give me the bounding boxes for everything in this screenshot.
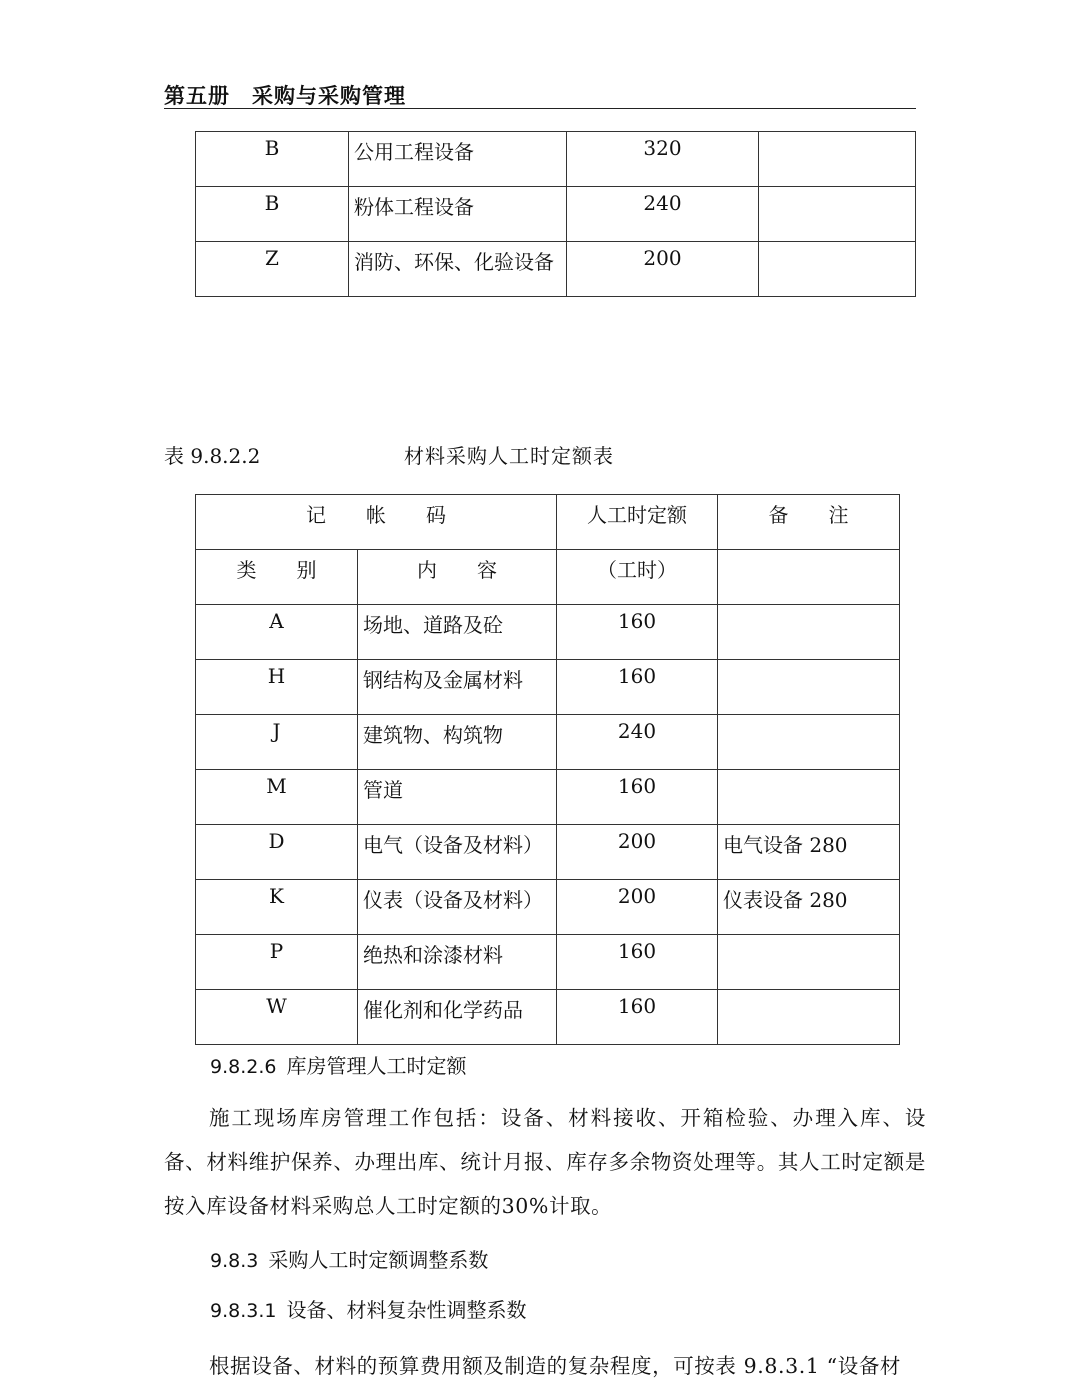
header-unit: （工时） (557, 550, 718, 605)
cell-note (759, 132, 916, 187)
cell-hours: 160 (557, 605, 718, 660)
table-row (196, 242, 916, 297)
section-heading-9831 (210, 1294, 526, 1323)
table-row (196, 990, 900, 1045)
page-header-title: 第五册 采购与采购管理 (164, 84, 406, 108)
cell-content: 绝热和涂漆材料 (358, 935, 557, 990)
cell-content: 公用工程设备 (349, 132, 567, 187)
header-category: 类 别 (196, 550, 358, 605)
cell-hours: 320 (567, 132, 759, 187)
cell-code: A (196, 605, 358, 660)
table-caption-number: 表 9.8.2.2 (164, 444, 261, 468)
cell-content: 建筑物、构筑物 (358, 715, 557, 770)
cell-note (718, 605, 900, 660)
table-row (196, 132, 916, 187)
table-row (196, 825, 900, 880)
table-row (196, 880, 900, 935)
table-caption-title: 材料采购人工时定额表 (404, 444, 614, 468)
table-header-row (196, 495, 900, 550)
cell-hours: 160 (557, 990, 718, 1045)
cell-code: M (196, 770, 358, 825)
cell-note (718, 770, 900, 825)
section-title: 设备、材料复杂性调整系数 (286, 1298, 527, 1322)
header-content: 内 容 (358, 550, 557, 605)
table-row (196, 770, 900, 825)
header-empty (718, 550, 900, 605)
cell-note (759, 242, 916, 297)
cell-hours: 200 (557, 825, 718, 880)
section-number: 9.8.2.6 (210, 1056, 277, 1078)
table-row (196, 935, 900, 990)
cell-content: 电气（设备及材料） (358, 825, 557, 880)
cell-code: H (196, 660, 358, 715)
equipment-hours-table-continued (195, 131, 916, 297)
cell-code: Z (196, 242, 349, 297)
section-heading-9826 (210, 1050, 466, 1079)
section-number: 9.8.3.1 (210, 1300, 277, 1322)
header-account-code: 记 帐 码 (196, 495, 557, 550)
section-heading-983 (210, 1244, 488, 1273)
cell-content: 催化剂和化学药品 (358, 990, 557, 1045)
table-row (196, 660, 900, 715)
cell-content: 粉体工程设备 (349, 187, 567, 242)
cell-content: 仪表（设备及材料） (358, 880, 557, 935)
cell-hours: 160 (557, 935, 718, 990)
cell-code: P (196, 935, 358, 990)
cell-content: 场地、道路及砼 (358, 605, 557, 660)
cell-content: 管道 (358, 770, 557, 825)
table-row (196, 715, 900, 770)
section-title: 采购人工时定额调整系数 (268, 1248, 489, 1272)
paragraph-warehouse-management: 施工现场库房管理工作包括：设备、材料接收、开箱检验、办理入库、设备、材料维护保养、办理出库、统计月报、库存多余物资处理等。其人工时定额是按入库设备材料采购总人工时定额的30%计取。 (164, 1106, 926, 1218)
table-row (196, 605, 900, 660)
cell-note (759, 187, 916, 242)
cell-note (718, 935, 900, 990)
cell-code: W (196, 990, 358, 1045)
cell-content: 钢结构及金属材料 (358, 660, 557, 715)
cell-note (718, 715, 900, 770)
material-hours-table (195, 494, 900, 1045)
cell-hours: 160 (557, 660, 718, 715)
cell-code: J (196, 715, 358, 770)
cell-code: D (196, 825, 358, 880)
cell-note (718, 660, 900, 715)
header-remarks: 备 注 (718, 495, 900, 550)
cell-hours: 200 (557, 880, 718, 935)
cell-note: 仪表设备 280 (718, 880, 900, 935)
table-subheader-row (196, 550, 900, 605)
page-header (164, 78, 916, 109)
cell-content: 消防、环保、化验设备 (349, 242, 567, 297)
cell-note (718, 990, 900, 1045)
cell-hours: 160 (557, 770, 718, 825)
table-row (196, 187, 916, 242)
cell-hours: 240 (567, 187, 759, 242)
header-quota: 人工时定额 (557, 495, 718, 550)
cell-note: 电气设备 280 (718, 825, 900, 880)
paragraph-complexity: 根据设备、材料的预算费用额及制造的复杂程度，可按表 9.8.3.1 “设备材 (209, 1354, 902, 1378)
cell-code: B (196, 187, 349, 242)
cell-hours: 200 (567, 242, 759, 297)
section-title: 库房管理人工时定额 (286, 1054, 467, 1078)
cell-code: K (196, 880, 358, 935)
section-number: 9.8.3 (210, 1250, 259, 1272)
cell-code: B (196, 132, 349, 187)
cell-hours: 240 (557, 715, 718, 770)
